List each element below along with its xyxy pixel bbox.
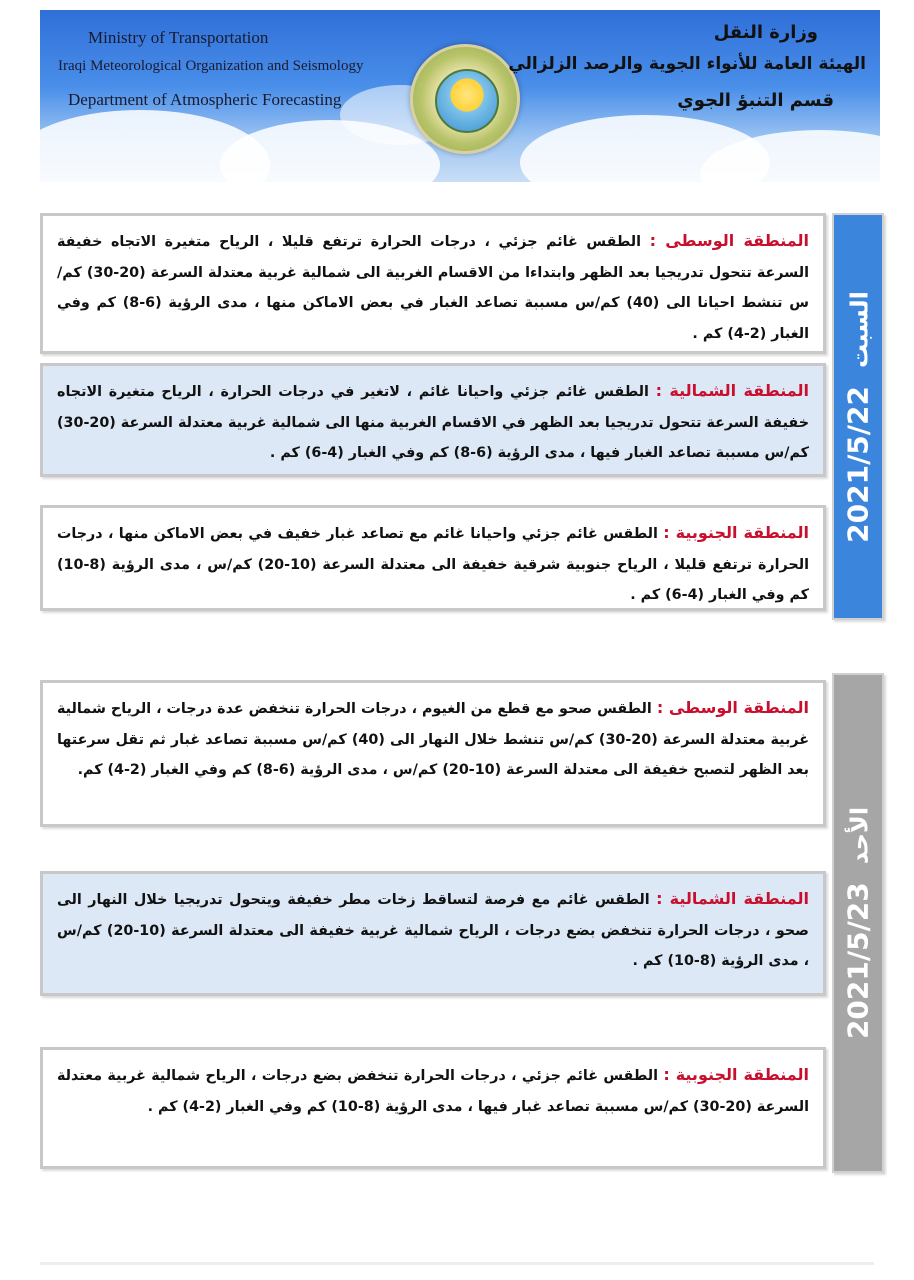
day1-southern-forecast (40, 505, 826, 611)
forecast-text: الطقس غائم مع فرصة لتساقط زخات مطر خفيفة ويتحول تدريجيا خلال النهار الى صحو ، درجات الحرارة تنخفض بضع درجات ، الرياح شمالية غربية خفيفة الى معتدلة السرعة (10-20) كم/س ، مدى الرؤية (8-10) كم . (57, 892, 809, 969)
bottom-divider (40, 1262, 874, 1265)
day1-date-label (842, 291, 875, 543)
forecast-text: الطقس غائم جزئي واحيانا غائم مع تصاعد غبار خفيف في بعض الاماكن منها ، درجات الحرارة ترتفع قليلا ، الرياح جنوبية شرقية خفيفة الى معتدلة السرعة (10-20) كم/س ، مدى الرؤية (8-10) كم وفي الغبار (4-6) كم . (57, 526, 809, 603)
day2-date: 2021/5/23 (841, 882, 875, 1040)
header-en-department: Department of Atmospheric Forecasting (68, 90, 342, 109)
day2-southern-forecast (40, 1047, 826, 1169)
region-label: المنطقة الوسطى : (649, 231, 809, 250)
forecast-text: الطقس صحو مع قطع من الغيوم ، درجات الحرارة تنخفض عدة درجات ، الرياح شمالية غربية معتدلة السرعة (20-30) كم/س تنشط خلال النهار الى (40) كم/س مسببة تصاعد غبار ثم تقل سرعتها بعد الظهر لتصبح خفيفة الى معتدلة السرعة (10-20) كم/س ، مدى الرؤية (6-8) كم وفي الغبار (2-4) كم. (57, 701, 809, 778)
region-label: المنطقة الشمالية : (656, 889, 809, 908)
forecast-paragraph (57, 884, 809, 977)
day1-date: 2021/5/22 (841, 385, 875, 543)
forecast-paragraph (57, 693, 809, 786)
header-ar-department: قسم التنبؤ الجوي (677, 90, 834, 111)
day1-central-forecast (40, 213, 826, 354)
day2-northern-forecast (40, 871, 826, 996)
forecast-paragraph (57, 1060, 809, 1122)
forecast-paragraph (57, 226, 809, 349)
header-banner (40, 10, 880, 182)
header-ar-organization: الهيئة العامة للأنواء الجوية والرصد الزلزالي (508, 54, 866, 74)
day2-date-label (842, 807, 875, 1039)
organization-logo (410, 44, 520, 154)
day2-central-forecast (40, 680, 826, 827)
forecast-text: الطقس غائم جزئي ، درجات الحرارة ترتفع قليلا ، الرياح متغيرة الاتجاه خفيفة السرعة تتحول تدريجيا بعد الظهر وابتداءا من الاقسام الغربية الى شمالية غربية معتدلة السرعة (20-30) كم/س تنشط احيانا الى (40) كم/س مسببة تصاعد الغبار في بعض الاماكن منها ، مدى الرؤية (6-8) كم وفي الغبار (2-4) كم . (57, 234, 809, 342)
forecast-text: الطقس غائم جزئي ، درجات الحرارة تنخفض بضع درجات ، الرياح شمالية غربية معتدلة السرعة (20-30) كم/س مسببة تصاعد غبار فيها ، مدى الرؤية (8-10) كم وفي الغبار (2-4) كم . (57, 1068, 809, 1115)
header-en-ministry: Ministry of Transportation (88, 28, 269, 47)
forecast-text: الطقس غائم جزئي واحيانا غائم ، لاتغير في درجات الحرارة ، الرياح متغيرة الاتجاه خفيفة السرعة تتحول تدريجيا بعد الظهر في الاقسام الغربية منها الى شمالية غربية معتدلة السرعة (20-30) كم/س مسببة تصاعد الغبار فيها ، مدى الرؤية (6-8) كم وفي الغبار (4-6) كم . (57, 384, 809, 461)
day1-weekday: السبت (845, 290, 874, 368)
region-label: المنطقة الجنوبية : (663, 523, 810, 542)
header-ar-ministry: وزارة النقل (713, 22, 818, 43)
logo-emblem-icon (435, 69, 499, 133)
header-en-organization: Iraqi Meteorological Organization and Seismology (58, 58, 364, 74)
region-label: المنطقة الوسطى : (656, 698, 810, 717)
forecast-paragraph (57, 376, 809, 469)
day1-northern-forecast (40, 363, 826, 477)
region-label: المنطقة الشمالية : (655, 381, 809, 400)
forecast-paragraph (57, 518, 809, 611)
region-label: المنطقة الجنوبية : (663, 1065, 809, 1084)
day1-date-bar (832, 213, 884, 620)
day2-weekday: الأحد (845, 806, 874, 865)
day2-date-bar (832, 673, 884, 1173)
